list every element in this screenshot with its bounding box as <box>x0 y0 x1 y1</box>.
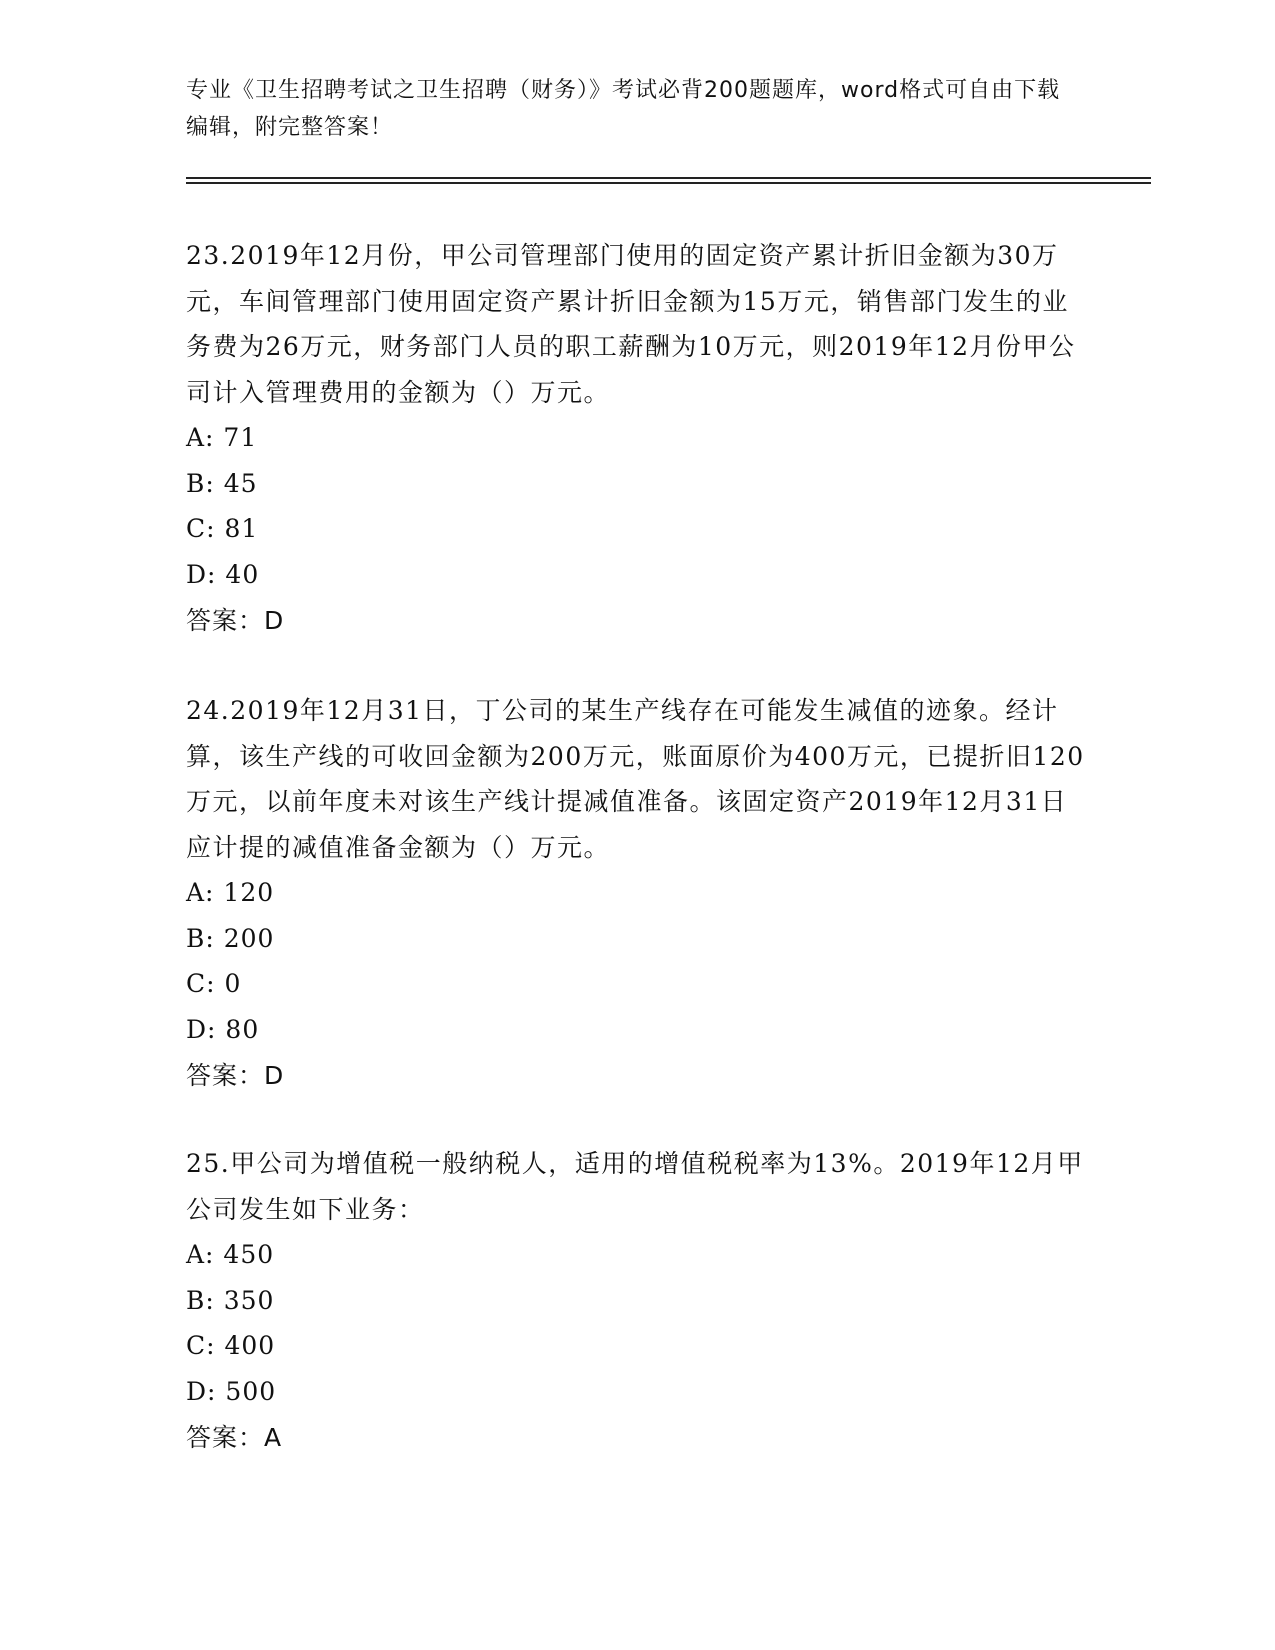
question-stem: 25.甲公司为增值税一般纳税人，适用的增值税税率为13%。2019年12月甲公司发生如下业务： <box>186 1149 1084 1224</box>
option-a: A: 120 <box>186 878 275 907</box>
header-divider <box>186 177 1151 184</box>
question-block <box>186 688 1086 1100</box>
option-b: B: 350 <box>186 1285 275 1315</box>
question-block <box>186 233 1086 645</box>
option-c: C: 400 <box>186 1331 276 1360</box>
answer-line: 答案：D <box>186 1061 285 1090</box>
option-a: A: 71 <box>186 423 258 452</box>
option-c: C: 81 <box>186 514 259 543</box>
option-d: D: 80 <box>186 1014 260 1044</box>
document-header: 专业《卫生招聘考试之卫生招聘（财务）》考试必背200题题库，word格式可自由下载编辑，附完整答案！ <box>186 78 1061 140</box>
option-a: A: 450 <box>186 1240 275 1269</box>
question-block <box>186 1141 1086 1462</box>
question-stem: 24.2019年12月31日，丁公司的某生产线存在可能发生减值的迹象。经计算，该生产线的可收回金额为200万元，账面原价为400万元，已提折旧120万元，以前年度未对该生产线计提减值准备。该固定资产2019年12月31日应计提的减值准备金额为（）万元。 <box>186 696 1085 862</box>
option-d: D: 40 <box>186 559 260 589</box>
option-c: C: 0 <box>186 969 242 998</box>
option-d: D: 500 <box>186 1376 277 1406</box>
option-b: B: 200 <box>186 923 275 953</box>
option-b: B: 45 <box>186 468 258 498</box>
answer-line: 答案：A <box>186 1423 283 1452</box>
answer-line: 答案：D <box>186 606 285 635</box>
question-stem: 23.2019年12月份，甲公司管理部门使用的固定资产累计折旧金额为30万元，车间管理部门使用固定资产累计折旧金额为15万元，销售部门发生的业务费为26万元，财务部门人员的职工薪酬为10万元，则2019年12月份甲公司计入管理费用的金额为（）万元。 <box>186 241 1076 407</box>
